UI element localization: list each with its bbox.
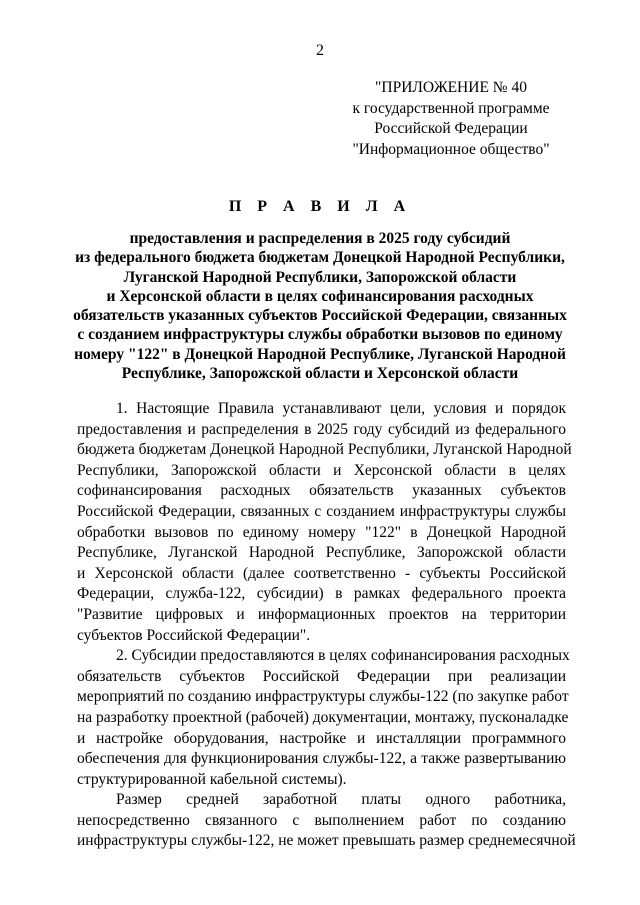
- paragraph-1-line: субъектов Российской Федерации".: [77, 626, 311, 644]
- document-body: [77, 399, 576, 852]
- subtitle-line: номеру "122" в Донецкой Народной Республике, Луганской Народной: [74, 345, 566, 363]
- paragraph-2-line: на разработку проектной (рабочей) документации, монтажу, пусконаладке: [77, 708, 569, 726]
- paragraph-1-line: предоставления и распределения в 2025 году субсидий из федерального: [77, 420, 566, 438]
- document-subtitle: [0, 229, 640, 383]
- paragraph-1-line: Российской Федерации, связанных с созданием инфраструктуры службы: [77, 502, 566, 520]
- paragraph-2-line: обеспечения для функционирования службы-122, а также развертыванию: [77, 750, 566, 768]
- paragraph-2-line: структурированной кабельной системы).: [77, 770, 347, 788]
- paragraph-1-line: софинансирования расходных обязательств указанных субъектов: [77, 482, 566, 500]
- document-title: П Р А В И Л А: [228, 198, 412, 215]
- subtitle-line: из федерального бюджета бюджетам Донецкой Народной Республики,: [75, 249, 565, 267]
- paragraph-2-line: и настройке оборудования, настройке и инсталляции программного: [77, 729, 566, 747]
- paragraph-3-line: инфраструктуры службы-122, не может превышать размер среднемесячной: [77, 832, 576, 850]
- appendix-header: [336, 78, 566, 160]
- paragraph-1-line: Федерации, служба-122, субсидии) в рамках федерального проекта: [77, 585, 566, 603]
- paragraph-1-line: "Развитие цифровых и информационных проектов на территории: [77, 605, 566, 623]
- paragraph-1-line: Республике, Луганской Народной Республике, Запорожской области: [77, 544, 566, 562]
- subtitle-line: Луганской Народной Республики, Запорожской области: [123, 268, 517, 286]
- subtitle-line: с созданием инфраструктуры службы обработки вызовов по единому: [77, 326, 563, 344]
- paragraph-2-line: обязательств субъектов Российской Федерации при реализации: [77, 667, 566, 685]
- paragraph-3-line: непосредственно связанного с выполнением работ по созданию: [77, 811, 566, 829]
- subtitle-line: обязательств указанных субъектов Российской Федерации, связанных: [73, 307, 567, 325]
- subtitle-line: Республике, Запорожской области и Херсонской области: [121, 365, 519, 383]
- appendix-line: "ПРИЛОЖЕНИЕ № 40: [375, 79, 527, 96]
- paragraph-2-line: 2. Субсидии предоставляются в целях софинансирования расходных: [116, 647, 570, 665]
- paragraph-3-line: Размер средней заработной платы одного работника,: [116, 791, 566, 809]
- appendix-line: "Информационное общество": [352, 140, 550, 158]
- paragraph-1-line: 1. Настоящие Правила устанавливают цели, условия и порядок: [116, 400, 566, 417]
- appendix-line: Российской Федерации: [374, 120, 528, 137]
- paragraph-1-line: и Херсонской области (далее соответственно - субъекты Российской: [77, 564, 566, 582]
- appendix-line: к государственной программе: [352, 99, 550, 117]
- paragraph-1-line: бюджета бюджетам Донецкой Народной Республики, Луганской Народной: [77, 441, 572, 459]
- paragraph-1-line: обработки вызовов по единому номеру "122" в Донецкой Народной: [77, 523, 566, 541]
- subtitle-line: предоставления и распределения в 2025 году субсидий: [129, 230, 511, 247]
- paragraph-2-line: мероприятий по созданию инфраструктуры службы-122 (по закупке работ: [77, 688, 569, 706]
- page-number: 2: [316, 42, 324, 59]
- subtitle-line: и Херсонской области в целях софинансирования расходных: [106, 287, 534, 305]
- paragraph-1-line: Республики, Запорожской области и Херсонской области в целях: [77, 461, 566, 479]
